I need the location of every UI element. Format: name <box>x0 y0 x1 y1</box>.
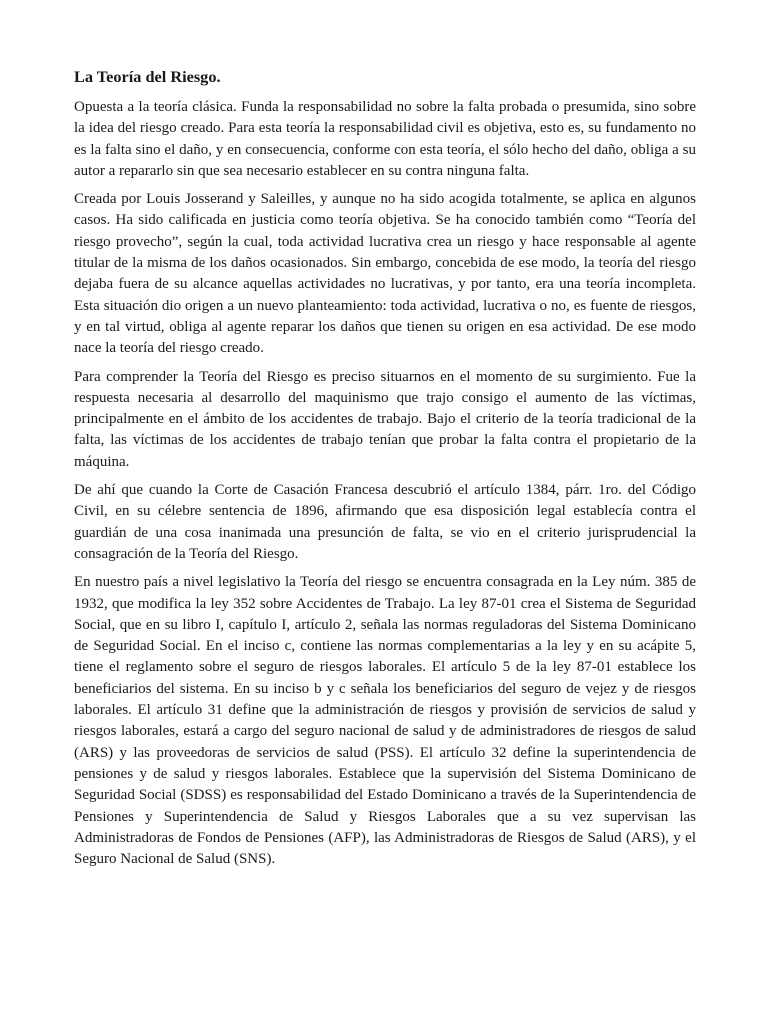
paragraph-5: En nuestro país a nivel legislativo la Teoría del riesgo se encuentra consagrada en la Ley núm. 385 de 1932, que modifica la ley 352 sobre Accidentes de Trabajo. La ley 87-01 crea el Sistema de Seguridad Social, que en su libro I, capítulo I, artículo 2, señala las normas reguladoras del Sistema Dominicano de Seguridad Social. En el inciso c, contiene las normas complementarias a la ley y en su acápite 5, tiene el reglamento sobre el seguro de riesgos laborales. El artículo 5 de la ley 87-01 establece los beneficiarios del sistema. En su inciso b y c señala los beneficiarios del seguro de vejez y de riesgos laborales. El artículo 31 define que la administración de riesgos y provisión de servicios de salud y riesgos laborales, estará a cargo del seguro nacional de salud y de administradores de riesgos de salud (ARS) y las proveedoras de servicios de salud (PSS). El artículo 32 define la superintendencia de pensiones y de salud y riesgos laborales. Establece que la supervisión del Sistema Dominicano de Seguridad Social (SDSS) es responsabilidad del Estado Dominicano a través de la Superintendencia de Pensiones y Superintendencia de Salud y Riesgos Laborales que a su vez supervisan las Administradoras de Fondos de Pensiones (AFP), las Administradoras de Riesgos de Salud (ARS), y el Seguro Nacional de Salud (SNS). <box>74 574 696 868</box>
document-page <box>74 66 696 877</box>
paragraph-4: De ahí que cuando la Corte de Casación Francesa descubrió el artículo 1384, párr. 1ro. del Código Civil, en su célebre sentencia de 1896, afirmando que esa disposición legal establecía contra el guardián de una cosa inanimada una presunción de falta, se vio en el criterio jurisprudencial la consagración de la Teoría del Riesgo. <box>74 482 696 562</box>
paragraph-1: Opuesta a la teoría clásica. Funda la responsabilidad no sobre la falta probada o presumida, sino sobre la idea del riesgo creado. Para esta teoría la responsabilidad civil es objetiva, esto es, su fundamento no es la falta sino el daño, y en consecuencia, conforme con esta teoría, el sólo hecho del daño, obliga a su autor a repararlo sin que sea necesario establecer en su contra ninguna falta. <box>74 99 696 179</box>
document-title: La Teoría del Riesgo. <box>74 67 221 86</box>
paragraph-2: Creada por Louis Josserand y Saleilles, y aunque no ha sido acogida totalmente, se aplica en algunos casos. Ha sido calificada en justicia como teoría objetiva. Se ha conocido también como “Teoría del riesgo provecho”, según la cual, toda actividad lucrativa crea un riesgo y hace responsable al agente titular de la misma de los daños ocasionados. Sin embargo, concebida de ese modo, la teoría del riesgo dejaba fuera de su alcance aquellas actividades no lucrativas, y por tanto, era una teoría incompleta. Esta situación dio origen a un nuevo planteamiento: toda actividad, lucrativa o no, es fuente de riesgos, y en tal virtud, obliga al agente reparar los daños que tienen su origen en esa actividad. De ese modo nace la teoría del riesgo creado. <box>74 191 696 357</box>
paragraph-3: Para comprender la Teoría del Riesgo es preciso situarnos en el momento de su surgimiento. Fue la respuesta necesaria al desarrollo del maquinismo que trajo consigo el aumento de las víctimas, principalmente en el ámbito de los accidentes de trabajo. Bajo el criterio de la teoría tradicional de la falta, las víctimas de los accidentes de trabajo tenían que probar la falta contra el propietario de la máquina. <box>74 368 696 470</box>
